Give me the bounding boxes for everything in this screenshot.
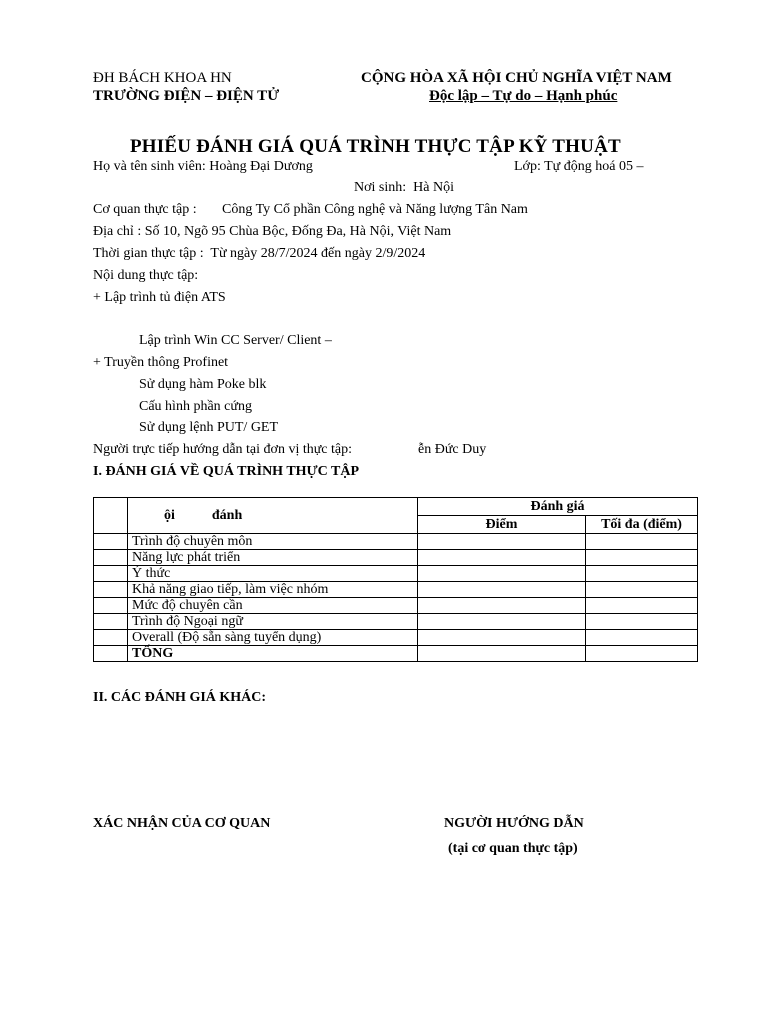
student-name: Hoàng Đại Dương — [209, 159, 313, 174]
score-cell[interactable] — [418, 614, 586, 630]
content-item: Lập trình Win CC Server/ Client – — [139, 333, 332, 348]
criteria-header-part-a: ội — [164, 508, 175, 523]
row-index — [94, 598, 128, 614]
table-row — [94, 534, 698, 550]
row-criterion: Năng lực phát triển — [128, 550, 418, 566]
row-criterion: Overall (Độ sẵn sàng tuyển dụng) — [128, 630, 418, 646]
max-cell — [586, 646, 698, 662]
content-item: Cấu hình phần cứng — [139, 399, 252, 414]
score-cell[interactable] — [418, 582, 586, 598]
max-cell — [586, 534, 698, 550]
supervisor-signature-sub: (tại cơ quan thực tập) — [448, 841, 578, 856]
national-motto: Độc lập – Tự do – Hạnh phúc — [429, 88, 618, 104]
supervisor-label: Người trực tiếp hướng dẫn tại đơn vị thực tập: — [93, 442, 353, 457]
table-header-index — [94, 498, 128, 534]
row-criterion: Khả năng giao tiếp, làm việc nhóm — [128, 582, 418, 598]
class-label: Lớp: — [514, 159, 541, 174]
max-cell — [586, 566, 698, 582]
max-cell — [586, 550, 698, 566]
content-label: Nội dung thực tập: — [93, 268, 199, 283]
table-row — [94, 566, 698, 582]
table-row — [94, 582, 698, 598]
score-cell[interactable] — [418, 566, 586, 582]
address-value: Số 10, Ngõ 95 Chùa Bộc, Đống Đa, Hà Nội, Việt Nam — [144, 224, 452, 239]
row-criterion: Trình độ chuyên môn — [128, 534, 418, 550]
max-cell — [586, 582, 698, 598]
row-index — [94, 534, 128, 550]
supervisor-value: ễn Đức Duy — [418, 442, 487, 457]
section1-heading: I. ĐÁNH GIÁ VỀ QUÁ TRÌNH THỰC TẬP — [93, 464, 360, 479]
period-line — [93, 246, 425, 262]
content-item: + Lập trình tủ điện ATS — [93, 290, 226, 305]
row-index — [94, 566, 128, 582]
table-header-evaluation: Đánh giá — [418, 498, 698, 516]
section2-heading: II. CÁC ĐÁNH GIÁ KHÁC: — [93, 690, 267, 705]
table-row-total — [94, 646, 698, 662]
class-line — [514, 159, 643, 175]
content-item: Sử dụng lệnh PUT/ GET — [139, 420, 279, 435]
page-title: PHIẾU ĐÁNH GIÁ QUÁ TRÌNH THỰC TẬP KỸ THUẬT — [130, 136, 621, 157]
score-cell[interactable] — [418, 550, 586, 566]
org-label: Cơ quan thực tập : — [93, 202, 197, 217]
table-row — [94, 614, 698, 630]
table-row — [94, 630, 698, 646]
score-cell[interactable] — [418, 598, 586, 614]
org-confirmation-label: XÁC NHẬN CỦA CƠ QUAN — [93, 816, 271, 831]
table-header-score: Điểm — [418, 516, 586, 534]
row-criterion: Trình độ Ngoại ngữ — [128, 614, 418, 630]
content-item: Sử dụng hàm Poke blk — [139, 377, 267, 392]
criteria-header-part-b: đánh — [211, 508, 243, 523]
score-cell[interactable] — [418, 534, 586, 550]
row-index — [94, 630, 128, 646]
score-cell[interactable] — [418, 630, 586, 646]
student-line — [93, 159, 313, 175]
period-value: Từ ngày 28/7/2024 đến ngày 2/9/2024 — [210, 246, 426, 261]
address-line — [93, 224, 451, 240]
row-criterion: Ý thức — [128, 566, 418, 582]
row-criterion-total: TỔNG — [128, 646, 418, 662]
row-index — [94, 646, 128, 662]
address-label: Địa chỉ : — [93, 224, 142, 239]
max-cell — [586, 614, 698, 630]
birthplace-value: Hà Nội — [413, 180, 454, 195]
table-row — [94, 598, 698, 614]
row-index — [94, 614, 128, 630]
row-index — [94, 582, 128, 598]
content-item: + Truyền thông Profinet — [93, 355, 229, 370]
org-value: Công Ty Cổ phần Công nghệ và Năng lượng Tân Nam — [222, 202, 528, 217]
score-cell[interactable] — [418, 646, 586, 662]
row-criterion: Mức độ chuyên cần — [128, 598, 418, 614]
period-label: Thời gian thực tập : — [93, 246, 204, 261]
table-row — [94, 550, 698, 566]
max-cell — [586, 630, 698, 646]
org-line — [93, 202, 197, 218]
national-title: CỘNG HÒA XÃ HỘI CHỦ NGHĨA VIỆT NAM — [361, 70, 672, 86]
max-cell — [586, 598, 698, 614]
birthplace-line — [354, 180, 454, 196]
student-label: Họ và tên sinh viên: — [93, 159, 206, 174]
school-name: TRƯỜNG ĐIỆN – ĐIỆN TỬ — [93, 88, 280, 104]
class-value: Tự động hoá 05 – — [544, 159, 644, 174]
table-header-criteria — [128, 498, 418, 534]
table-header-max: Tối đa (điểm) — [586, 516, 698, 534]
university-name: ĐH BÁCH KHOA HN — [93, 70, 232, 86]
evaluation-table — [93, 497, 698, 662]
row-index — [94, 550, 128, 566]
birthplace-label: Nơi sinh: — [354, 180, 407, 195]
supervisor-signature-label: NGƯỜI HƯỚNG DẪN — [444, 816, 584, 831]
